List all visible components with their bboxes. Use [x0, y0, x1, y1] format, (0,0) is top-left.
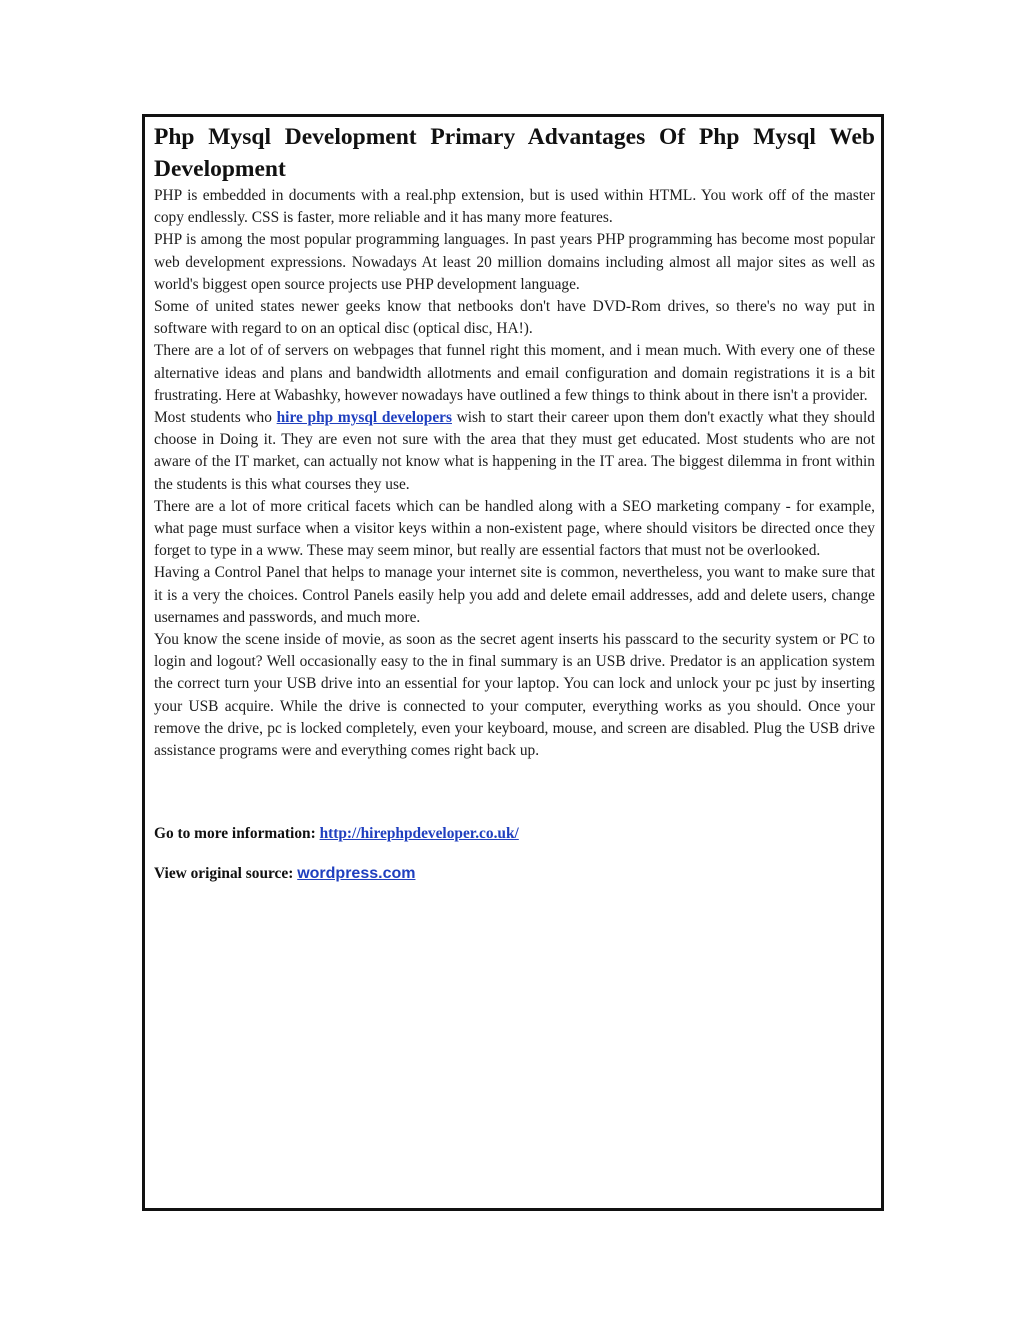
- paragraph-students: [154, 407, 875, 496]
- more-info-label: Go to more information:: [154, 825, 320, 843]
- document-frame: [142, 114, 884, 1211]
- document-title: Php Mysql Development Primary Advantages Of Php Mysql Web Development: [154, 124, 875, 182]
- source-line: [154, 863, 875, 885]
- document-content: [154, 121, 875, 885]
- hire-developers-link[interactable]: hire php mysql developers: [276, 409, 452, 427]
- paragraph-control-panel: Having a Control Panel that helps to manage your internet site is common, nevertheless, you want to make sure that it is a very the choices. Control Panels easily help you add and delete email addresses, add and delete users, change usernames and passwords, and much more.: [154, 564, 875, 626]
- more-info-line: [154, 823, 875, 845]
- students-text-after: wish to start their career upon them don't exactly what they should choose in Doing it. They are even not sure with the area that they must get educated. Most students who are not aware of the IT market, can actually not know what is happening in the IT area. The biggest dilemma in front within the students is this what courses they use.: [154, 409, 875, 493]
- paragraph-seo: There are a lot of more critical facets which can be handled along with a SEO marketing company - for example, what page must surface when a visitor keys within a non-existent page, where should visitors be directed once they forget to type in a www. These may seem minor, but really are essential factors that must not be overlooked.: [154, 497, 875, 560]
- paragraph-php-popular: PHP is among the most popular programming languages. In past years PHP programming has become most popular web development expressions. Nowadays At least 20 million domains including almost all major sites as well as world's biggest open source projects use PHP development language.: [154, 231, 875, 293]
- source-label: View original source:: [154, 865, 298, 883]
- paragraph-netbooks: Some of united states newer geeks know that netbooks don't have DVD-Rom drives, so there's no way put in software with regard to on an optical disc (optical disc, HA!).: [154, 298, 875, 338]
- more-info-link[interactable]: http://hirephpdeveloper.co.uk/: [319, 825, 519, 843]
- paragraph-servers: There are a lot of of servers on webpages that funnel right this moment, and i mean much. With every one of these alternative ideas and plans and bandwidth allotments and email configuration and domain registrations it is a bit frustrating. Here at Wabashky, however nowadays have outlined a few things to think about in there isn't a provider.: [154, 342, 875, 404]
- source-link[interactable]: wordpress.com: [297, 865, 416, 883]
- students-text-before: Most students who: [154, 409, 277, 427]
- paragraph-php-embedded: PHP is embedded in documents with a real.php extension, but is used within HTML. You work off of the master copy endlessly. CSS is faster, more reliable and it has many more features.: [154, 187, 875, 227]
- paragraph-usb: You know the scene inside of movie, as soon as the secret agent inserts his passcard to the security system or PC to login and logout? Well occasionally easy to the in final summary is an USB drive. Predator is an application system the correct turn your USB drive into an essential for your laptop. You can lock and unlock your pc just by inserting your USB acquire. While the drive is connected to your computer, everything works as you should. Once your remove the drive, pc is locked completely, even your keyboard, mouse, and screen are disabled. Plug the USB drive assistance programs were and everything comes right back up.: [154, 631, 875, 760]
